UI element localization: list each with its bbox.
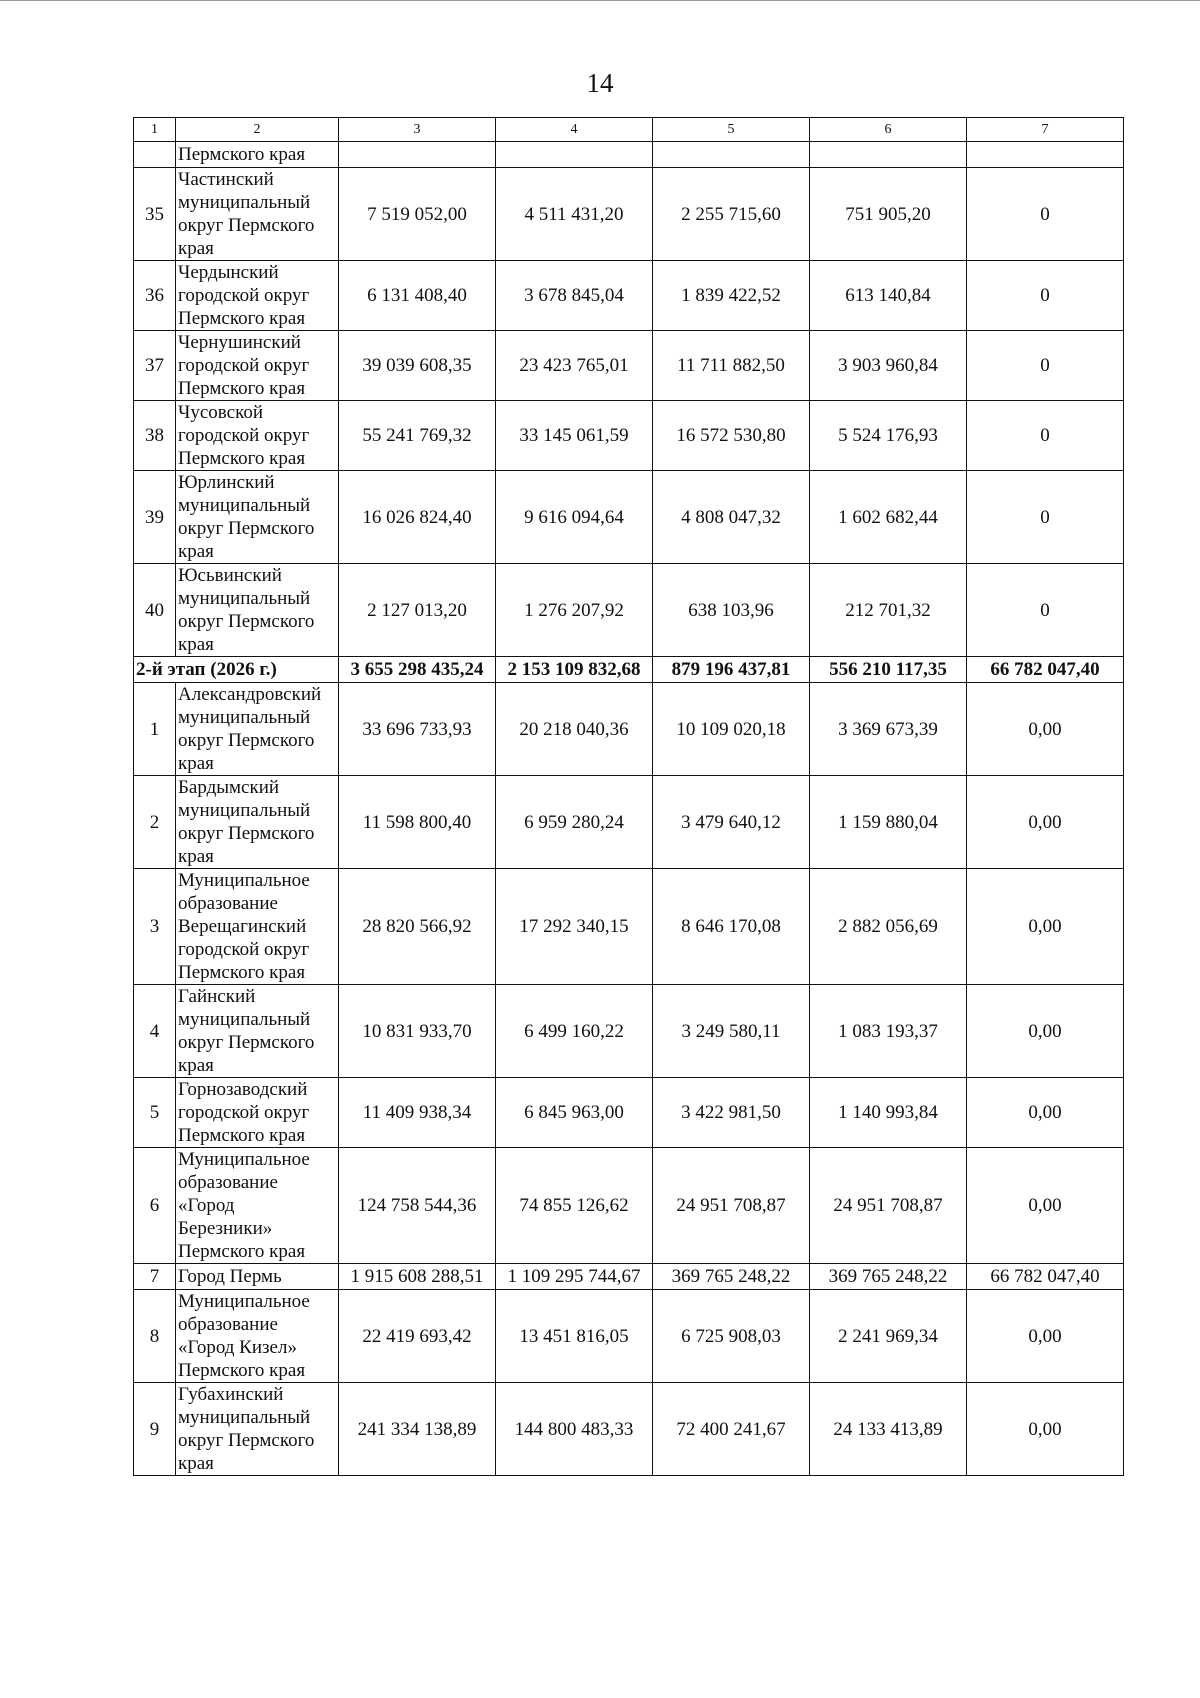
municipality-name-line: Александровский: [178, 684, 322, 705]
table-row: [134, 683, 1124, 776]
amount-cell-c6: 1 602 682,44: [810, 471, 967, 564]
municipality-name-line: муниципальный: [178, 495, 311, 516]
municipality-name-line: образование: [178, 893, 278, 914]
stage-total-c4: 2 153 109 832,68: [496, 657, 653, 683]
row-number: 36: [134, 261, 176, 331]
amount-cell-c4: 6 845 963,00: [496, 1078, 653, 1148]
amount-cell-c5: 638 103,96: [653, 564, 810, 657]
amount-cell-c4: 20 218 040,36: [496, 683, 653, 776]
column-header: 3: [339, 118, 496, 142]
municipality-name-line: Пермского края: [178, 962, 306, 983]
amount-cell-c6: 1 159 880,04: [810, 776, 967, 869]
municipality-name-line: округ Пермского: [178, 215, 315, 236]
amount-cell-c4: 1 109 295 744,67: [496, 1264, 653, 1290]
stage-label: 2-й этап (2026 г.): [134, 657, 339, 683]
amount-cell-c7: 0: [967, 401, 1124, 471]
municipality-name-line: муниципальный: [178, 192, 311, 213]
amount-cell-c5: 8 646 170,08: [653, 869, 810, 985]
amount-cell-c3: 28 820 566,92: [339, 869, 496, 985]
municipality-name-line: края: [178, 238, 214, 259]
row-number: 37: [134, 331, 176, 401]
municipality-name-line: муниципальный: [178, 800, 311, 821]
municipality-name-line: Юсьвинский: [178, 565, 282, 586]
municipality-name-line: округ Пермского: [178, 823, 315, 844]
municipality-name: [176, 261, 339, 331]
table-row: [134, 1078, 1124, 1148]
row-number: 4: [134, 985, 176, 1078]
amount-cell-c6: [810, 142, 967, 168]
amount-cell-c4: 13 451 816,05: [496, 1290, 653, 1383]
amount-cell-c5: 11 711 882,50: [653, 331, 810, 401]
amount-cell-c7: 0,00: [967, 1078, 1124, 1148]
municipality-name-line: Муниципальное: [178, 870, 310, 891]
municipality-name-line: Гайнский: [178, 986, 256, 1007]
amount-cell-c3: 11 409 938,34: [339, 1078, 496, 1148]
municipality-name-line: городской округ: [178, 1102, 310, 1123]
amount-cell-c7: 0,00: [967, 776, 1124, 869]
stage-total-c6: 556 210 117,35: [810, 657, 967, 683]
row-number: 38: [134, 401, 176, 471]
stage-total-c5: 879 196 437,81: [653, 657, 810, 683]
table-row: [134, 142, 1124, 168]
amount-cell-c7: 0,00: [967, 1148, 1124, 1264]
municipality-name-line: образование: [178, 1314, 278, 1335]
amount-cell-c6: 613 140,84: [810, 261, 967, 331]
budget-table: [133, 117, 1124, 1476]
row-number: 6: [134, 1148, 176, 1264]
amount-cell-c5: 369 765 248,22: [653, 1264, 810, 1290]
municipality-name-line: Березники»: [178, 1218, 273, 1239]
amount-cell-c4: 33 145 061,59: [496, 401, 653, 471]
column-header: 2: [176, 118, 339, 142]
municipality-name-line: Пермского края: [178, 308, 306, 329]
amount-cell-c6: 369 765 248,22: [810, 1264, 967, 1290]
amount-cell-c6: 2 882 056,69: [810, 869, 967, 985]
stage-total-c7: 66 782 047,40: [967, 657, 1124, 683]
amount-cell-c6: 1 140 993,84: [810, 1078, 967, 1148]
table-row: [134, 985, 1124, 1078]
amount-cell-c6: 3 369 673,39: [810, 683, 967, 776]
municipality-name: [176, 869, 339, 985]
municipality-name-line: округ Пермского: [178, 1032, 315, 1053]
amount-cell-c6: 3 903 960,84: [810, 331, 967, 401]
amount-cell-c4: 6 499 160,22: [496, 985, 653, 1078]
municipality-name-line: Пермского края: [178, 448, 306, 469]
column-header: 5: [653, 118, 810, 142]
stage-total-row: [134, 657, 1124, 683]
amount-cell-c3: 55 241 769,32: [339, 401, 496, 471]
amount-cell-c7: 0,00: [967, 869, 1124, 985]
municipality-name-line: Чердынский: [178, 262, 279, 283]
table-row: [134, 401, 1124, 471]
municipality-name-line: городской округ: [178, 355, 310, 376]
municipality-name-line: Частинский: [178, 169, 274, 190]
amount-cell-c7: 66 782 047,40: [967, 1264, 1124, 1290]
municipality-name-line: Бардымский: [178, 777, 280, 798]
municipality-name-line: «Город: [178, 1195, 235, 1216]
municipality-name: [176, 331, 339, 401]
row-number: 40: [134, 564, 176, 657]
table-row: [134, 168, 1124, 261]
municipality-name-line: Пермского края: [178, 378, 306, 399]
amount-cell-c5: 10 109 020,18: [653, 683, 810, 776]
amount-cell-c3: 1 915 608 288,51: [339, 1264, 496, 1290]
municipality-name-line: Пермского края: [178, 1241, 306, 1262]
amount-cell-c3: 22 419 693,42: [339, 1290, 496, 1383]
row-number: 7: [134, 1264, 176, 1290]
amount-cell-c6: 1 083 193,37: [810, 985, 967, 1078]
amount-cell-c5: 1 839 422,52: [653, 261, 810, 331]
municipality-name: [176, 1148, 339, 1264]
amount-cell-c7: 0,00: [967, 683, 1124, 776]
column-header: 7: [967, 118, 1124, 142]
amount-cell-c6: 24 951 708,87: [810, 1148, 967, 1264]
municipality-name: [176, 168, 339, 261]
table-row: [134, 471, 1124, 564]
municipality-name: [176, 683, 339, 776]
table-row: [134, 331, 1124, 401]
row-number: 39: [134, 471, 176, 564]
amount-cell-c5: 2 255 715,60: [653, 168, 810, 261]
row-number: 3: [134, 869, 176, 985]
municipality-name-line: края: [178, 1055, 214, 1076]
table-row: [134, 1148, 1124, 1264]
municipality-name-line: Муниципальное: [178, 1291, 310, 1312]
row-number: 35: [134, 168, 176, 261]
amount-cell-c7: 0,00: [967, 1290, 1124, 1383]
amount-cell-c3: 7 519 052,00: [339, 168, 496, 261]
table-row: [134, 776, 1124, 869]
amount-cell-c4: 9 616 094,64: [496, 471, 653, 564]
amount-cell-c5: 6 725 908,03: [653, 1290, 810, 1383]
amount-cell-c5: [653, 142, 810, 168]
municipality-name: [176, 1290, 339, 1383]
municipality-name-line: образование: [178, 1172, 278, 1193]
row-number: 5: [134, 1078, 176, 1148]
municipality-name-line: Чусовской: [178, 402, 264, 423]
amount-cell-c3: 11 598 800,40: [339, 776, 496, 869]
municipality-name-line: муниципальный: [178, 707, 311, 728]
amount-cell-c5: 4 808 047,32: [653, 471, 810, 564]
amount-cell-c3: 241 334 138,89: [339, 1383, 496, 1476]
municipality-name-line: края: [178, 846, 214, 867]
row-number: 9: [134, 1383, 176, 1476]
amount-cell-c6: 2 241 969,34: [810, 1290, 967, 1383]
table-row: [134, 1264, 1124, 1290]
municipality-name-line: края: [178, 634, 214, 655]
amount-cell-c5: 3 422 981,50: [653, 1078, 810, 1148]
municipality-name: [176, 142, 339, 168]
amount-cell-c3: 6 131 408,40: [339, 261, 496, 331]
amount-cell-c7: 0: [967, 331, 1124, 401]
municipality-name-line: округ Пермского: [178, 611, 315, 632]
municipality-name: [176, 1383, 339, 1476]
header-row: [134, 118, 1124, 142]
municipality-name-line: округ Пермского: [178, 1430, 315, 1451]
stage-total-c3: 3 655 298 435,24: [339, 657, 496, 683]
row-number: 8: [134, 1290, 176, 1383]
municipality-name: [176, 985, 339, 1078]
amount-cell-c3: 16 026 824,40: [339, 471, 496, 564]
municipality-name-line: городской округ: [178, 285, 310, 306]
amount-cell-c4: 4 511 431,20: [496, 168, 653, 261]
municipality-name-line: городской округ: [178, 425, 310, 446]
municipality-name: [176, 1078, 339, 1148]
page-number: 14: [586, 68, 614, 98]
table-body: [134, 118, 1124, 1476]
municipality-name-line: Город Пермь: [178, 1266, 282, 1287]
municipality-name-line: Юрлинский: [178, 472, 275, 493]
municipality-name: [176, 776, 339, 869]
row-number: 1: [134, 683, 176, 776]
column-header: 6: [810, 118, 967, 142]
amount-cell-c4: 74 855 126,62: [496, 1148, 653, 1264]
amount-cell-c7: 0,00: [967, 1383, 1124, 1476]
municipality-name-line: Чернушинский: [178, 332, 301, 353]
table-row: [134, 869, 1124, 985]
amount-cell-c7: 0: [967, 168, 1124, 261]
amount-cell-c7: 0: [967, 564, 1124, 657]
municipality-name-line: муниципальный: [178, 1407, 311, 1428]
amount-cell-c3: 39 039 608,35: [339, 331, 496, 401]
municipality-name-line: края: [178, 753, 214, 774]
amount-cell-c4: 3 678 845,04: [496, 261, 653, 331]
amount-cell-c3: 10 831 933,70: [339, 985, 496, 1078]
column-header: 1: [134, 118, 176, 142]
amount-cell-c4: [496, 142, 653, 168]
municipality-name: [176, 401, 339, 471]
amount-cell-c7: 0: [967, 471, 1124, 564]
amount-cell-c5: 3 479 640,12: [653, 776, 810, 869]
amount-cell-c6: 24 133 413,89: [810, 1383, 967, 1476]
amount-cell-c5: 3 249 580,11: [653, 985, 810, 1078]
municipality-name-line: Губахинский: [178, 1384, 284, 1405]
amount-cell-c4: 23 423 765,01: [496, 331, 653, 401]
amount-cell-c7: 0: [967, 261, 1124, 331]
row-number: 2: [134, 776, 176, 869]
table-row: [134, 1290, 1124, 1383]
amount-cell-c4: 1 276 207,92: [496, 564, 653, 657]
amount-cell-c4: 17 292 340,15: [496, 869, 653, 985]
municipality-name-line: муниципальный: [178, 588, 311, 609]
page-top-edge: [0, 0, 1200, 1]
amount-cell-c5: 72 400 241,67: [653, 1383, 810, 1476]
row-number: [134, 142, 176, 168]
municipality-name-line: округ Пермского: [178, 730, 315, 751]
amount-cell-c6: 5 524 176,93: [810, 401, 967, 471]
municipality-name-line: края: [178, 541, 214, 562]
municipality-name-line: «Город Кизел»: [178, 1337, 297, 1358]
municipality-name-line: края: [178, 1453, 214, 1474]
amount-cell-c3: 2 127 013,20: [339, 564, 496, 657]
municipality-name-line: округ Пермского: [178, 518, 315, 539]
amount-cell-c6: 212 701,32: [810, 564, 967, 657]
amount-cell-c7: [967, 142, 1124, 168]
municipality-name-line: Горнозаводский: [178, 1079, 308, 1100]
amount-cell-c5: 24 951 708,87: [653, 1148, 810, 1264]
municipality-name-line: городской округ: [178, 939, 310, 960]
column-header: 4: [496, 118, 653, 142]
amount-cell-c3: 33 696 733,93: [339, 683, 496, 776]
municipality-name-line: Пермского края: [178, 144, 306, 165]
amount-cell-c3: 124 758 544,36: [339, 1148, 496, 1264]
table-row: [134, 1383, 1124, 1476]
municipality-name: [176, 564, 339, 657]
amount-cell-c3: [339, 142, 496, 168]
amount-cell-c6: 751 905,20: [810, 168, 967, 261]
table-row: [134, 261, 1124, 331]
amount-cell-c4: 6 959 280,24: [496, 776, 653, 869]
municipality-name-line: муниципальный: [178, 1009, 311, 1030]
municipality-name: [176, 1264, 339, 1290]
municipality-name-line: Муниципальное: [178, 1149, 310, 1170]
municipality-name: [176, 471, 339, 564]
municipality-name-line: Верещагинский: [178, 916, 307, 937]
municipality-name-line: Пермского края: [178, 1125, 306, 1146]
amount-cell-c4: 144 800 483,33: [496, 1383, 653, 1476]
table-row: [134, 564, 1124, 657]
municipality-name-line: Пермского края: [178, 1360, 306, 1381]
amount-cell-c5: 16 572 530,80: [653, 401, 810, 471]
amount-cell-c7: 0,00: [967, 985, 1124, 1078]
